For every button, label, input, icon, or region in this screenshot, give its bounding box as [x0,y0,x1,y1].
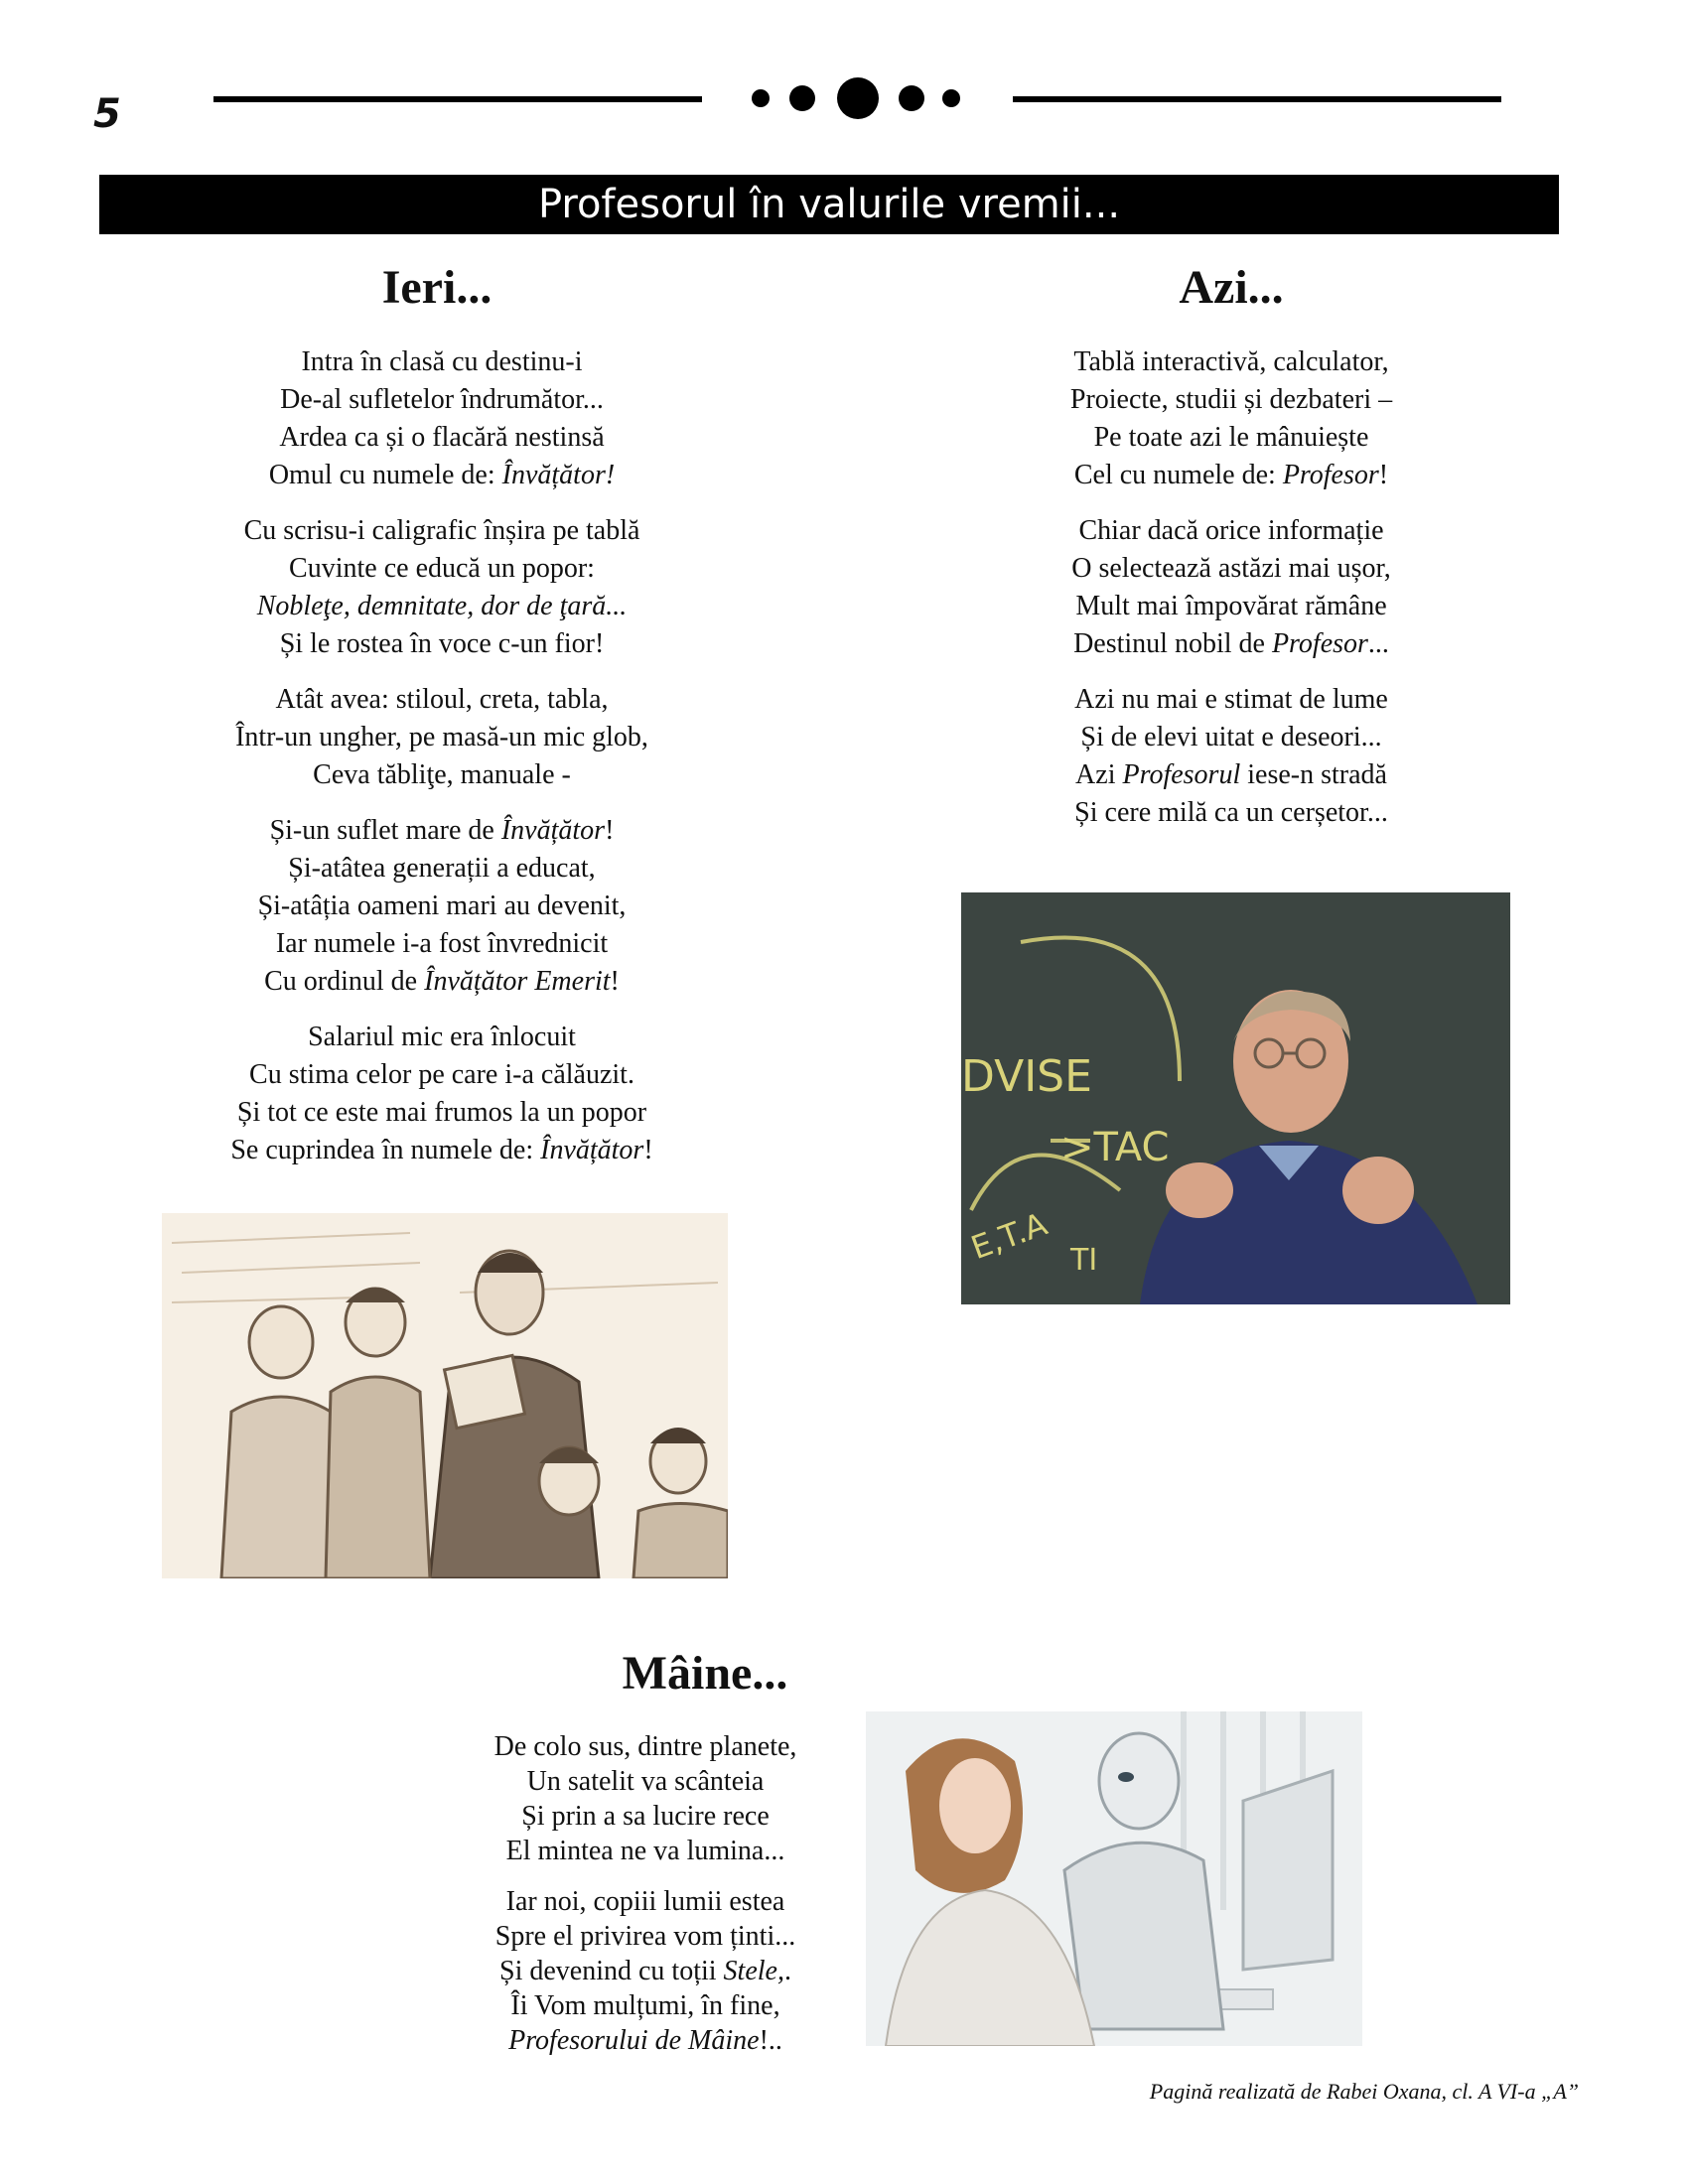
chalk-text: TI [1070,1243,1098,1278]
teacher-with-children-sketch-icon [162,1213,728,1578]
poem-line: Azi Profesorul iese-n stradă [1075,759,1387,790]
ornament-dot [942,89,960,107]
poem-line: Și-atâtea generații a educat, [288,853,596,884]
poem-line: Intra în clasă cu destinu-i [301,346,583,377]
poem-stanza [149,1019,735,1169]
ieri-heading: Ieri... [381,261,492,314]
poem-line: Spre el privirea vom ținti... [494,1921,796,1952]
poem-line: Cu ordinul de Învățător Emerit! [264,966,620,997]
poem-line: Cuvinte ce educă un popor: [289,553,595,584]
poem-line: O selectează astăzi mai ușor, [1071,553,1391,584]
poem-line: De colo sus, dintre planete, [493,1731,797,1762]
poem-stanza [149,681,735,794]
ornament-dot [752,89,770,107]
azi-poem [973,343,1489,832]
ornament-dot [899,85,924,111]
poem-line: Și prin a sa lucire rece [521,1801,770,1832]
woman-and-robot-at-computer-photo-icon [866,1711,1362,2046]
poem-line: Destinul nobil de Profesor... [1073,628,1389,659]
poem-line: Mult mai împovărat rămâne [1075,591,1387,621]
ieri-poem [149,343,735,1169]
poem-stanza [427,1729,864,1868]
poem-stanza [149,512,735,663]
chalk-text: E,T.A [965,1204,1053,1268]
poem-line: Și devenind cu toții Stele,. [499,1956,791,1986]
poem-line: Într-un ungher, pe masă-un mic glob, [235,722,648,752]
poem-stanza [973,512,1489,663]
chalk-text: DVISE [961,1051,1092,1102]
poem-line: Omul cu numele de: Învățător! [268,460,616,490]
poem-line: Și le rostea în voce c-un fior! [279,628,605,659]
maine-heading: Mâine... [622,1647,788,1700]
poem-stanza [149,343,735,494]
poem-line: Și-un suflet mare de Învățător! [269,815,615,846]
header-rule-right [1013,96,1501,102]
poem-line: Și-atâția oameni mari au devenit, [257,890,627,921]
ornament-dot [837,77,879,119]
poem-line: Ceva tăbliţe, manuale - [313,759,571,790]
poem-line: Chiar dacă orice informație [1078,515,1384,546]
poem-line: Ardea ca și o flacără nestinsă [279,422,605,453]
poem-stanza [973,681,1489,832]
poem-line: Iar numele i-a fost învrednicit [275,928,609,959]
poem-line: Azi nu mai e stimat de lume [1074,684,1388,715]
poem-line: Și tot ce este mai frumos la un popor [236,1097,647,1128]
azi-photo [961,892,1510,1304]
poem-line: Un satelit va scânteia [526,1766,765,1797]
poem-line: Tablă interactivă, calculator, [1073,346,1389,377]
poem-line: Cu stima celor pe care i-a călăuzit. [249,1059,634,1090]
poem-line: Iar noi, copiii lumii estea [505,1886,785,1917]
poem-line: Profesorului de Mâine!.. [508,2025,782,2056]
poem-stanza [427,1884,864,2058]
professor-at-chalkboard-photo-icon [961,892,1510,1304]
poem-line: Și de elevi uitat e deseori... [1080,722,1382,752]
poem-line: El mintea ne va lumina... [505,1836,785,1866]
poem-line: Salariul mic era înlocuit [308,1022,576,1052]
maine-poem [427,1729,864,2058]
page-title-banner: Profesorul în valurile vremii... [99,175,1559,234]
poem-line: Proiecte, studii și dezbateri – [1069,384,1393,415]
poem-stanza [149,812,735,1001]
azi-heading: Azi... [1179,261,1284,314]
poem-stanza [973,343,1489,494]
ornament-dot [789,85,815,111]
poem-line: Atât avea: stiloul, creta, tabla, [275,684,609,715]
poem-line: Nobleţe, demnitate, dor de ţară... [256,591,628,621]
ieri-illustration [162,1213,728,1578]
maine-photo [866,1711,1362,2046]
poem-line: Pe toate azi le mânuiește [1093,422,1369,453]
poem-line: Cu scrisu-i caligrafic înșira pe tablă [243,515,640,546]
poem-line: De-al sufletelor îndrumător... [280,384,604,415]
poem-line: Se cuprindea în numele de: Învățător! [230,1135,653,1165]
header-rule-left [213,96,702,102]
page-credit: Pagină realizată de Rabei Oxana, cl. A VI-a „A” [1149,2079,1579,2104]
chalk-text: >TAC [1060,1125,1170,1170]
poem-line: Cel cu numele de: Profesor! [1073,460,1389,490]
poem-line: Și cere milă ca un cerșetor... [1074,797,1388,828]
page-number: 5 [93,91,121,137]
poem-line: Îi Vom mulțumi, în fine, [510,1990,780,2021]
header-dots-ornament [750,77,978,121]
